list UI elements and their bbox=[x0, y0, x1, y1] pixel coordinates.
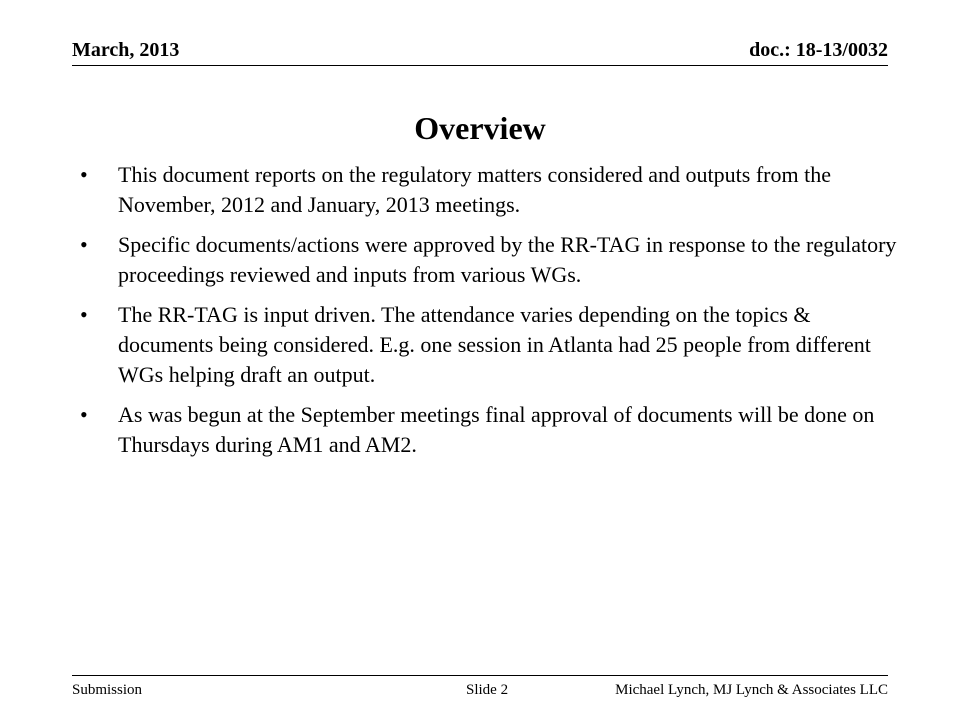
bullet-text: This document reports on the regulatory matters considered and outputs from the November, 2012 and January, 2013 meetings. bbox=[118, 162, 831, 217]
header-date: March, 2013 bbox=[72, 39, 180, 61]
footer-author: Michael Lynch, MJ Lynch & Associates LLC bbox=[615, 682, 888, 698]
header-divider bbox=[72, 65, 888, 66]
slide-title: Overview bbox=[414, 110, 546, 146]
bullet-item bbox=[80, 400, 900, 460]
bullet-text: As was begun at the September meetings final approval of documents will be done on Thursdays during AM1 and AM2. bbox=[118, 402, 875, 457]
bullet-marker: • bbox=[80, 162, 88, 187]
bullet-text: Specific documents/actions were approved by the RR-TAG in response to the regulatory proceedings reviewed and inputs from various WGs. bbox=[118, 232, 897, 287]
bullet-marker: • bbox=[80, 302, 88, 327]
header-doc-id: doc.: 18-13/0032 bbox=[749, 39, 888, 61]
bullet-list bbox=[80, 160, 900, 470]
bullet-marker: • bbox=[80, 402, 88, 427]
bullet-text: The RR-TAG is input driven. The attendance varies depending on the topics & documents being considered. E.g. one session in Atlanta had 25 people from different WGs helping draft an output. bbox=[118, 302, 871, 387]
footer-slide-number: Slide 2 bbox=[466, 682, 509, 698]
footer-submission: Submission bbox=[72, 682, 143, 698]
bullet-item bbox=[80, 230, 900, 290]
footer-divider bbox=[72, 675, 888, 676]
bullet-marker: • bbox=[80, 232, 88, 257]
bullet-item bbox=[80, 300, 900, 390]
bullet-item bbox=[80, 160, 900, 220]
